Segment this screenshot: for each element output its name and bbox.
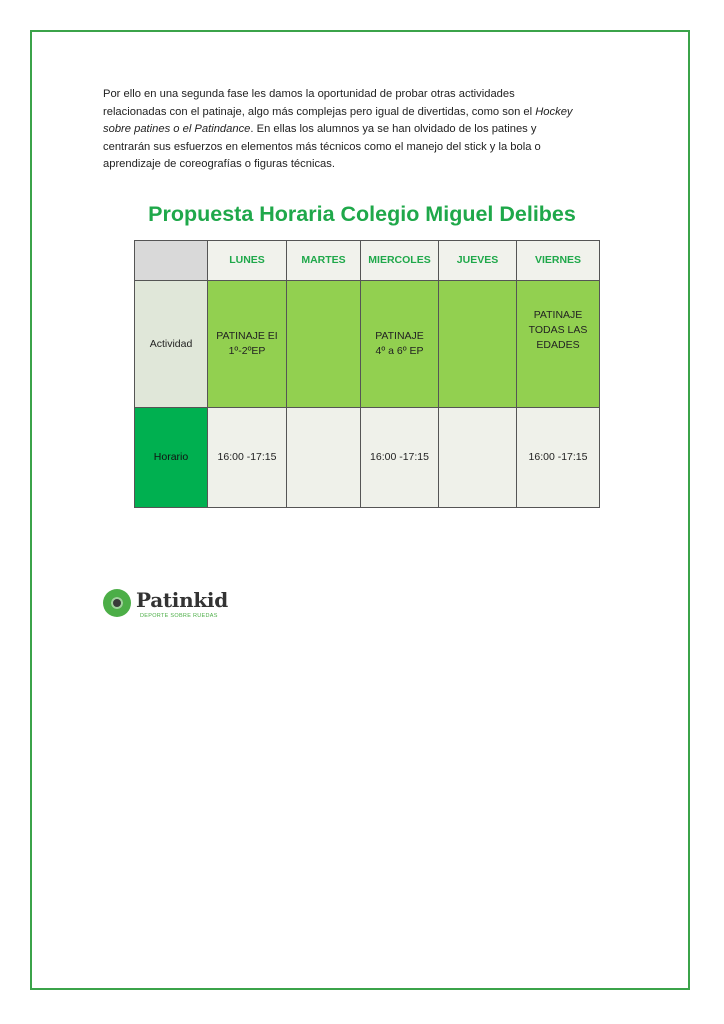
header-corner-cell: [135, 241, 208, 281]
time-cell: 16:00 -17:15: [361, 408, 439, 508]
header-day-cell: JUEVES: [439, 241, 517, 281]
header-day-cell: MARTES: [287, 241, 361, 281]
time-cell: 16:00 -17:15: [517, 408, 600, 508]
header-day-cell: MIERCOLES: [361, 241, 439, 281]
intro-line: centrarán sus esfuerzos en elementos más técnicos como el manejo del stick y la bola o: [103, 140, 541, 153]
table-header-row: [135, 241, 600, 281]
activity-line: PATINAJE EI: [216, 330, 278, 342]
wheel-logo-icon: [103, 589, 131, 617]
patinkid-logo: [103, 587, 263, 623]
time-cell: [439, 408, 517, 508]
intro-italic: sobre patines o el Patindance: [103, 123, 251, 135]
time-cell: 16:00 -17:15: [208, 408, 287, 508]
activity-line: 1º-2ºEP: [228, 345, 266, 357]
activity-cell: [517, 281, 600, 408]
header-day-cell: LUNES: [208, 241, 287, 281]
activity-cell: [208, 281, 287, 408]
schedule-title: Propuesta Horaria Colegio Miguel Delibes: [148, 202, 576, 226]
activity-line: PATINAJE: [533, 309, 583, 321]
header-day-cell: VIERNES: [517, 241, 600, 281]
intro-line: relacionadas con el patinaje, algo más complejas pero igual de divertidas, como son el Hockey: [103, 105, 573, 118]
activity-line: EDADES: [536, 339, 580, 351]
logo-tagline: DEPORTE SOBRE RUEDAS: [140, 613, 218, 619]
row-label-actividad: Actividad: [135, 281, 208, 408]
row-label-horario: Horario: [135, 408, 208, 508]
intro-line: aprendizaje de coreografías o figuras técnicas.: [103, 158, 335, 170]
activity-cell: [361, 281, 439, 408]
activity-cell: [439, 281, 517, 408]
intro-line: Por ello en una segunda fase les damos la oportunidad de probar otras actividades: [103, 88, 515, 100]
intro-paragraph: [103, 86, 623, 174]
activity-line: TODAS LAS: [528, 324, 588, 336]
page-border: [30, 30, 690, 990]
logo-name: Patinkid: [136, 588, 228, 612]
schedule-table: [134, 240, 600, 508]
activity-line: PATINAJE: [375, 330, 424, 342]
table-row-actividad: [135, 281, 600, 408]
activity-line: 4º a 6º EP: [375, 345, 424, 357]
intro-italic: Hockey: [535, 105, 573, 118]
intro-line: sobre patines o el Patindance. En ellas los alumnos ya se han olvidado de los patines y: [103, 123, 537, 135]
time-cell: [287, 408, 361, 508]
activity-cell: [287, 281, 361, 408]
table-row-horario: [135, 408, 600, 508]
